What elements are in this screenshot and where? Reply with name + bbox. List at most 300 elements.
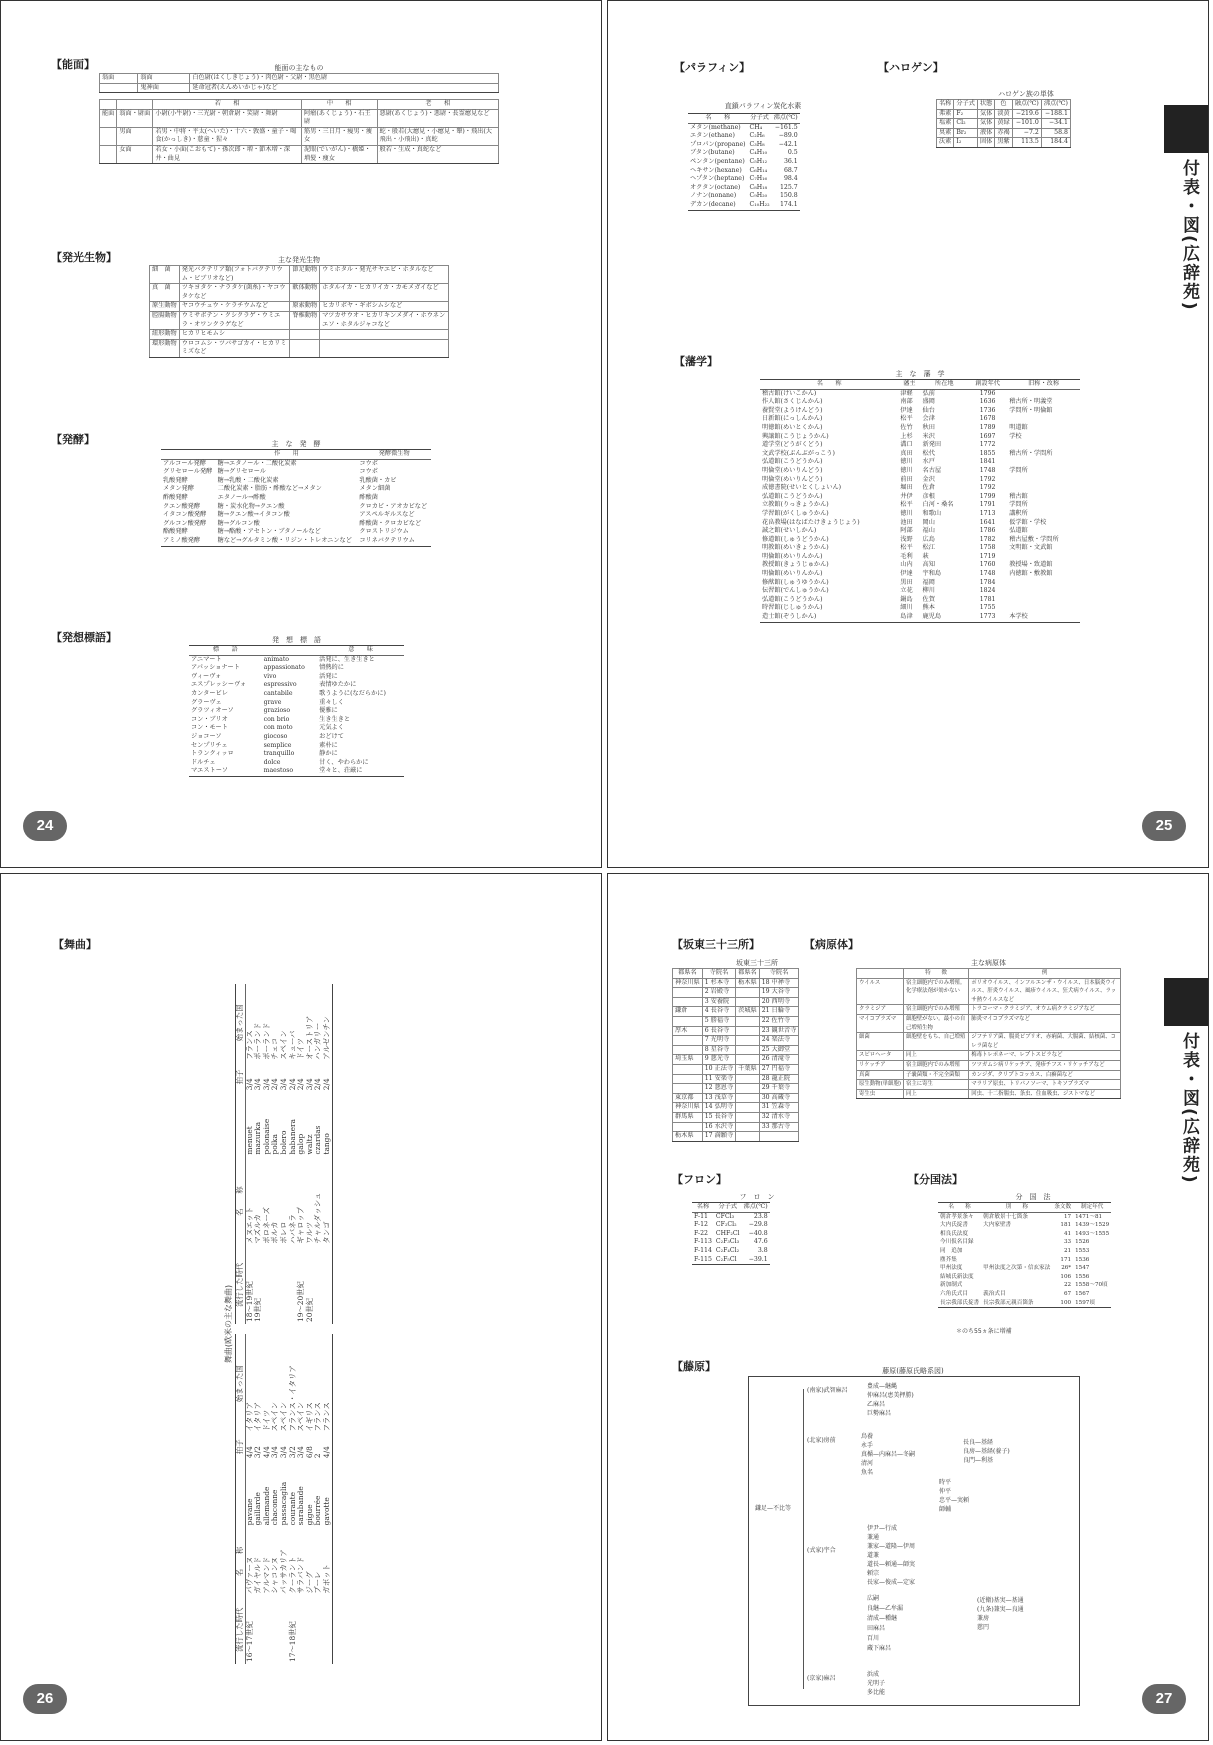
table-cell: 26*: [1061, 1265, 1072, 1272]
table-cell: ガボット: [323, 1527, 332, 1595]
table-header: 名称: [937, 100, 954, 110]
table-cell: −161.5: [774, 123, 798, 131]
table-cell: [736, 1084, 760, 1094]
table-cell: ポーランド: [261, 1022, 271, 1060]
table-cell: 松平: [900, 501, 913, 509]
table-cell: [673, 1122, 703, 1132]
table-cell: 13 浅草寺: [702, 1093, 735, 1103]
table-row: [673, 1045, 799, 1055]
table-cell: パヴァーヌ: [244, 1556, 254, 1594]
table-cell: 学問所: [1009, 466, 1028, 474]
bando-table: [672, 968, 799, 1142]
table-cell: [736, 1093, 760, 1103]
table-cell: チェコ: [270, 1037, 280, 1060]
table-cell: [736, 1112, 760, 1122]
bunkoku-table: [938, 1202, 1111, 1308]
table-cell: −188.1: [1041, 109, 1070, 119]
table-cell: 伝習館(でんしゅうかん): [762, 587, 829, 595]
table-row: [760, 476, 1080, 485]
table-cell: 174.1: [772, 201, 800, 210]
table-row: [760, 613, 1080, 622]
table-row: [760, 561, 1080, 570]
table-cell: チャルダッシュ: [313, 1192, 323, 1244]
table-cell: [736, 997, 760, 1007]
page-number: 25: [1142, 811, 1186, 841]
table-row: [161, 459, 431, 468]
table-cell: 学習館(がくしゅうかん): [762, 509, 829, 517]
table-cell: pavane: [244, 1498, 254, 1526]
table-cell: 9 慈光寺: [702, 1055, 735, 1065]
table-cell: 立花: [900, 587, 913, 595]
table-cell: 浅野: [900, 535, 913, 543]
table-cell: [263, 1246, 272, 1324]
table-header: 沸点(℃): [1041, 100, 1070, 110]
table-cell: 171: [1060, 1256, 1072, 1263]
table-cell: 3/2: [253, 1446, 263, 1459]
table-cell: パッサカリア: [278, 1549, 288, 1594]
genealogy-entry: 良継—乙牟漏: [867, 1605, 904, 1612]
table-cell: 会津: [922, 415, 935, 423]
table-cell: メタン細菌: [359, 485, 391, 493]
table-cell: 表情ゆたかに: [319, 681, 357, 689]
table-cell: [736, 1074, 760, 1084]
dance-caption: 舞曲(欧米の主な舞曲): [224, 1284, 233, 1364]
table-cell: 若男・中将・平太(へいた)・十六・敦盛・童子・喝食(かっしき)・慈童・猩々: [153, 127, 302, 145]
genealogy-entry: 長家—俊成—定家: [867, 1579, 916, 1586]
table-cell: [981, 1247, 1052, 1256]
table-cell: C₃H₈: [749, 140, 765, 148]
table-row: [323, 984, 332, 1324]
table-cell: passacaglia: [278, 1481, 288, 1526]
table-cell: 仙台: [922, 406, 935, 414]
table-cell: デカン(decane): [688, 201, 748, 210]
table-cell: espressivo: [263, 681, 297, 689]
table-row: [760, 389, 1080, 398]
table-cell: ヤコウチュウ・ケラチウムなど: [179, 302, 290, 312]
table-cell: 塩素: [937, 119, 954, 129]
table-row: [688, 149, 800, 158]
table-cell: [314, 1246, 323, 1324]
table-cell: 鬼神面: [138, 83, 190, 93]
table-row: [938, 1264, 1111, 1273]
table-header: 都県名: [673, 969, 703, 979]
table-header: 名 称: [688, 114, 748, 124]
table-cell: ウミサボテン・クシクラゲ・ウミエラ・オワンクラゲなど: [179, 311, 290, 329]
table-cell: waltz: [304, 1134, 314, 1155]
table-cell: 節足動物: [290, 266, 320, 284]
table-cell: 熊本: [922, 604, 935, 612]
side-tab: [1164, 978, 1208, 1026]
table-cell: 固体: [977, 138, 994, 148]
table-cell: 20 西明寺: [759, 997, 799, 1007]
table-cell: 福岡: [922, 578, 935, 586]
table-cell: 細菌: [857, 1033, 904, 1051]
noh-caption: 能面の主なもの: [274, 64, 324, 72]
table-cell: 2/4: [313, 1078, 323, 1091]
genealogy-entry: 魚名: [861, 1469, 874, 1476]
table-cell: [100, 145, 117, 163]
noh-heading: 【能面】: [51, 58, 95, 71]
table-cell: クロストリジウム: [359, 528, 409, 536]
table-cell: semplice: [263, 741, 292, 749]
bio-table: [149, 265, 449, 358]
table-cell: 明倫堂(めいりんどう): [762, 466, 823, 474]
table-cell: 113.5: [1012, 138, 1041, 148]
table-cell: chaconne: [270, 1489, 280, 1526]
table-cell: 大内氏掟書: [940, 1222, 968, 1229]
genealogy-entry: 時平: [939, 1479, 952, 1486]
table-row: [937, 128, 1071, 138]
table-cell: メタン発酵: [163, 485, 194, 493]
table-cell: 1678: [979, 415, 996, 423]
table-cell: 細川: [900, 604, 913, 612]
paraffin-heading: 【パラフィン】: [674, 61, 751, 74]
table-cell: 23.8: [753, 1212, 768, 1220]
table-cell: アニマート: [191, 655, 222, 663]
table-cell: [736, 1132, 760, 1142]
table-cell: 19〜20世紀: [296, 1281, 306, 1322]
table-cell: 糖→乳酸・二酸化炭素: [217, 476, 279, 484]
table-cell: 内徳館・敷教館: [1009, 570, 1053, 578]
table-cell: 23 観世音寺: [759, 1026, 799, 1036]
table-cell: 弘道館(こうどうかん): [762, 458, 823, 466]
table-cell: 同上: [903, 1089, 968, 1099]
table-cell: 1748: [979, 466, 996, 474]
table-cell: 南部: [900, 398, 913, 406]
table-cell: [1007, 587, 1080, 596]
table-cell: 臭素: [937, 128, 954, 138]
table-cell: フランス・イタリア: [287, 1365, 297, 1432]
table-cell: 軟体動物: [290, 284, 320, 302]
table-cell: [673, 1045, 703, 1055]
table-cell: 15 長谷寺: [702, 1112, 735, 1122]
table-cell: 白色尉(はくしきじょう)・肉色尉・父尉・黒色尉: [190, 74, 499, 84]
table-row: [688, 192, 800, 201]
table-cell: ウロコムシ・ツバサゴカイ・ヒカリミミズなど: [179, 339, 290, 357]
table-row: [189, 681, 404, 690]
table-cell: [263, 1596, 272, 1664]
table-cell: 新発田: [922, 441, 942, 449]
table-row: [938, 1281, 1111, 1290]
table-header: 分子式: [714, 1203, 742, 1213]
table-cell: 酢酸発酵: [163, 493, 188, 501]
table-cell: ガイヤルド: [253, 1556, 263, 1594]
table-cell: コン・ブリオ: [191, 715, 228, 723]
table-cell: [759, 1132, 799, 1142]
side-tab: [1164, 105, 1208, 153]
table-cell: C₂H₆: [749, 132, 765, 140]
table-header: 旧称・改称: [1007, 380, 1080, 390]
music-heading: 【発想標語】: [51, 631, 117, 644]
table-cell: 教授館(きょうじゅかん): [762, 561, 829, 569]
table-row: [760, 570, 1080, 579]
genealogy-entry: 頼宗: [867, 1570, 880, 1577]
bunkoku-heading: 【分国法】: [908, 1173, 963, 1186]
table-cell: ホタルイカ・ヒカリイカ・カモメガイなど: [320, 284, 449, 302]
table-cell: 男面: [117, 127, 153, 145]
table-row: [760, 587, 1080, 596]
genealogy-entry: 長良—基経: [963, 1439, 994, 1446]
table-cell: 千葉県: [736, 1064, 760, 1074]
table-cell: 柳川: [922, 587, 935, 595]
table-cell: 素朴に: [319, 741, 338, 749]
table-cell: 原生動物: [150, 302, 180, 312]
table-cell: 稽古所・学問所: [1009, 449, 1053, 457]
genealogy-entry: 光明子: [867, 1680, 886, 1687]
table-cell: 1782: [979, 535, 996, 543]
table-cell: −101.0: [1012, 119, 1041, 129]
table-cell: 甲州法度: [940, 1265, 963, 1272]
table-cell: 20世紀: [304, 1297, 314, 1322]
pathogen-heading: 【病原体】: [804, 938, 859, 951]
table-cell: 1841: [979, 458, 996, 466]
table-cell: F₂: [954, 109, 978, 119]
table-cell: 3.8: [757, 1246, 768, 1254]
table-cell: 明倫館(めいりんかん): [762, 570, 823, 578]
dance-heading: 【舞曲】: [53, 938, 97, 951]
table-cell: 1536: [1075, 1256, 1090, 1263]
table-cell: [736, 1016, 760, 1026]
genealogy-entry: 仲平: [939, 1488, 952, 1495]
table-cell: エタン(ethane): [690, 132, 735, 140]
table-row: [673, 1093, 799, 1103]
table-cell: 4 長谷寺: [702, 1007, 735, 1017]
table-row: [938, 1230, 1111, 1239]
table-cell: [254, 1596, 263, 1664]
table-cell: 朝倉孝景条々: [940, 1213, 974, 1220]
table-cell: 般若・生成・真蛇など: [377, 145, 498, 163]
table-cell: 生き生きと: [319, 715, 351, 723]
table-cell: トラコーマ・クラミジア、オウム病クラミジアなど: [969, 1005, 1121, 1015]
table-cell: [981, 1281, 1052, 1290]
table-cell: アルゼンチン: [323, 984, 332, 1062]
table-cell: フランス: [313, 1402, 323, 1432]
table-cell: 長宗我部元親百箇条: [981, 1299, 1052, 1308]
table-cell: 徳川: [900, 466, 913, 474]
table-cell: 2 岩殿寺: [702, 988, 735, 998]
table-cell: 1719: [979, 552, 996, 560]
table-cell: [736, 1036, 760, 1046]
table-row: [673, 1026, 799, 1036]
table-cell: dolce: [263, 758, 281, 766]
table-row: [760, 484, 1080, 493]
table-cell: F-114: [694, 1246, 712, 1254]
table-cell: スピロヘータ: [857, 1051, 904, 1061]
table-cell: [271, 1246, 280, 1324]
table-cell: クロカビ・アオカビなど: [359, 502, 428, 510]
table-cell: [100, 83, 138, 93]
table-cell: 1824: [979, 587, 996, 595]
table-cell: アルコール発酵: [163, 459, 206, 467]
table-row: [760, 519, 1080, 528]
table-header: 都県名: [736, 969, 760, 979]
table-cell: tranquillo: [263, 750, 295, 758]
table-cell: 17: [1063, 1213, 1072, 1220]
table-cell: 鹿児島: [921, 613, 969, 622]
table-header: 創設年代: [968, 380, 1007, 390]
table-cell: 活発に、生き生きと: [319, 655, 375, 663]
table-cell: 3/4: [278, 1078, 288, 1091]
table-cell: 優雅に: [319, 707, 338, 715]
table-row: [938, 1238, 1111, 1247]
table-cell: 液体: [977, 128, 994, 138]
table-cell: 米沢: [922, 432, 935, 440]
table-cell: 1748: [979, 570, 996, 578]
table-row: [161, 511, 431, 520]
table-cell: animato: [263, 655, 290, 663]
table-cell: トランクィッロ: [191, 750, 234, 758]
table-cell: 18〜19世紀: [244, 1281, 254, 1322]
table-row: [937, 138, 1071, 148]
table-cell: [736, 1026, 760, 1036]
side-title: 付表・図(広辞苑): [1179, 1032, 1199, 1185]
table-cell: 1547: [1075, 1265, 1090, 1272]
table-row: [189, 759, 404, 768]
table-cell: 3/4: [253, 1078, 263, 1091]
table-cell: 名古屋: [922, 466, 942, 474]
table-cell: キューバ: [287, 1030, 297, 1060]
table-cell: sarabande: [296, 1486, 306, 1526]
table-row: [760, 433, 1080, 442]
table-cell: 梅毒トレポネーマ、レプトスピラなど: [969, 1051, 1121, 1061]
table-cell: 3/4: [296, 1446, 306, 1459]
table-row: [100, 109, 499, 127]
table-cell: 山内: [900, 561, 913, 569]
table-row: [857, 1089, 1121, 1099]
table-row: [692, 1256, 770, 1265]
table-cell: エスプレッシーヴォ: [191, 681, 247, 689]
table-cell: 糖→クエン酸→イタコン酸: [217, 511, 290, 519]
genealogy-entry: 兼房: [977, 1615, 990, 1622]
table-cell: [1007, 604, 1080, 613]
table-cell: 1773: [968, 613, 1007, 622]
table-cell: マツカサウオ・ヒカリキンメダイ・ホウネンエソ・ホタルジャコなど: [320, 311, 449, 329]
table-cell: 弘道館(こうどうかん): [762, 492, 823, 500]
table-cell: 和歌山: [922, 509, 942, 517]
table-cell: bolero: [278, 1130, 288, 1155]
table-cell: スペイン: [278, 1030, 288, 1060]
table-cell: gavotte: [323, 1460, 332, 1527]
genealogy-entry: (近衛)基実—基通: [977, 1597, 1024, 1604]
table-cell: 真 菌: [150, 284, 180, 302]
table-cell: 岡山: [922, 518, 935, 526]
table-row: [692, 1247, 770, 1256]
table-cell: オクタン(octane): [690, 183, 741, 191]
table-cell: 情熱的に: [319, 664, 344, 672]
freon-caption: フ ロ ン: [739, 1193, 775, 1201]
table-cell: タンゴ: [323, 1156, 332, 1245]
table-row: [161, 494, 431, 503]
table-cell: grazioso: [263, 707, 291, 715]
table-cell: 宿主に寄生: [903, 1080, 968, 1090]
ferment-table: [161, 449, 431, 547]
table-cell: courante: [287, 1491, 297, 1526]
genealogy-entry: 浜成: [867, 1671, 880, 1678]
table-cell: 酢酸菌・クロカビなど: [359, 519, 422, 527]
table-header: [236, 1460, 246, 1527]
table-row: [938, 1290, 1111, 1299]
table-cell: 水戸: [922, 458, 935, 466]
table-cell: C₆H₁₄: [749, 166, 768, 174]
table-cell: [981, 1230, 1052, 1239]
table-cell: 池田: [900, 518, 913, 526]
table-cell: 3/4: [270, 1446, 280, 1459]
table-cell: 阿瘤(あくじょう)・石王尉: [301, 109, 377, 127]
genealogy-entry: 真楯—内麻呂—冬嗣: [861, 1451, 916, 1458]
table-row: [938, 1256, 1111, 1265]
table-cell: エタノール→酢酸: [217, 493, 266, 501]
table-cell: 2/4: [270, 1078, 280, 1091]
table-cell: bourrée: [313, 1495, 323, 1526]
table-cell: 稽古館: [1009, 492, 1028, 500]
music-table: [189, 645, 404, 777]
music-caption: 発 想 標 語: [272, 636, 321, 644]
dance-table-right: [235, 984, 333, 1324]
genealogy-entry: 伊尹—行成: [867, 1525, 898, 1532]
table-cell: 細胞壁がない。最小の自己増殖生物: [903, 1014, 968, 1032]
table-cell: 盛岡: [922, 398, 935, 406]
table-cell: 33 那古寺: [759, 1122, 799, 1132]
table-row: [938, 1212, 1111, 1221]
table-cell: 松江: [922, 544, 935, 552]
table-cell: グリセロール発酵: [163, 468, 213, 476]
table-cell: [673, 997, 703, 1007]
table-cell: 文明館・文武館: [1009, 544, 1053, 552]
table-cell: 群馬県: [673, 1112, 703, 1122]
table-cell: [673, 1036, 703, 1046]
table-cell: [1007, 389, 1080, 398]
table-cell: 1 杉本寺: [702, 978, 735, 988]
table-row: [760, 441, 1080, 450]
table-cell: 秋田: [922, 423, 935, 431]
table-cell: ヘキサン(hexane): [690, 166, 742, 174]
table-header: 拍子: [236, 1434, 246, 1461]
table-cell: [981, 1273, 1052, 1282]
table-row: [189, 716, 404, 725]
table-cell: C₄H₁₀: [749, 149, 768, 157]
genealogy-entry: 兼通: [867, 1534, 880, 1541]
table-cell: allemande: [261, 1486, 271, 1526]
table-cell: cantabile: [263, 689, 293, 697]
halogen-table: [936, 99, 1071, 148]
table-cell: 稽古屋敷・学問所: [1009, 535, 1059, 543]
table-cell: ドルチェ: [191, 758, 216, 766]
table-cell: C₂F₄Cl₂: [715, 1246, 740, 1254]
table-cell: [1007, 596, 1080, 605]
table-cell: 女面: [117, 145, 153, 163]
table-row: [189, 655, 404, 664]
table-cell: 茨城県: [736, 1007, 760, 1017]
table-header: 分子式: [748, 114, 772, 124]
genealogy-branch: (京家)麻呂: [807, 1675, 836, 1682]
table-row: [100, 83, 499, 93]
table-cell: [736, 1103, 760, 1113]
table-cell: 成徳書院(せいとくしょいん): [762, 484, 842, 492]
table-cell: 作人館(さくじんかん): [762, 398, 823, 406]
table-cell: 明徳館(めいとくかん): [762, 423, 823, 431]
table-cell: 1697: [979, 432, 996, 440]
table-cell: [1007, 458, 1080, 467]
table-cell: vivo: [263, 672, 277, 680]
table-row: [673, 1016, 799, 1026]
table-cell: 33: [1063, 1239, 1072, 1246]
noh-subtable: [99, 99, 499, 164]
table-cell: con moto: [263, 724, 293, 732]
table-cell: 黄緑: [995, 119, 1012, 129]
table-cell: 1760: [979, 561, 996, 569]
genealogy-entry: 豊成—継縄: [867, 1383, 898, 1390]
table-header: 標 語: [189, 646, 262, 656]
